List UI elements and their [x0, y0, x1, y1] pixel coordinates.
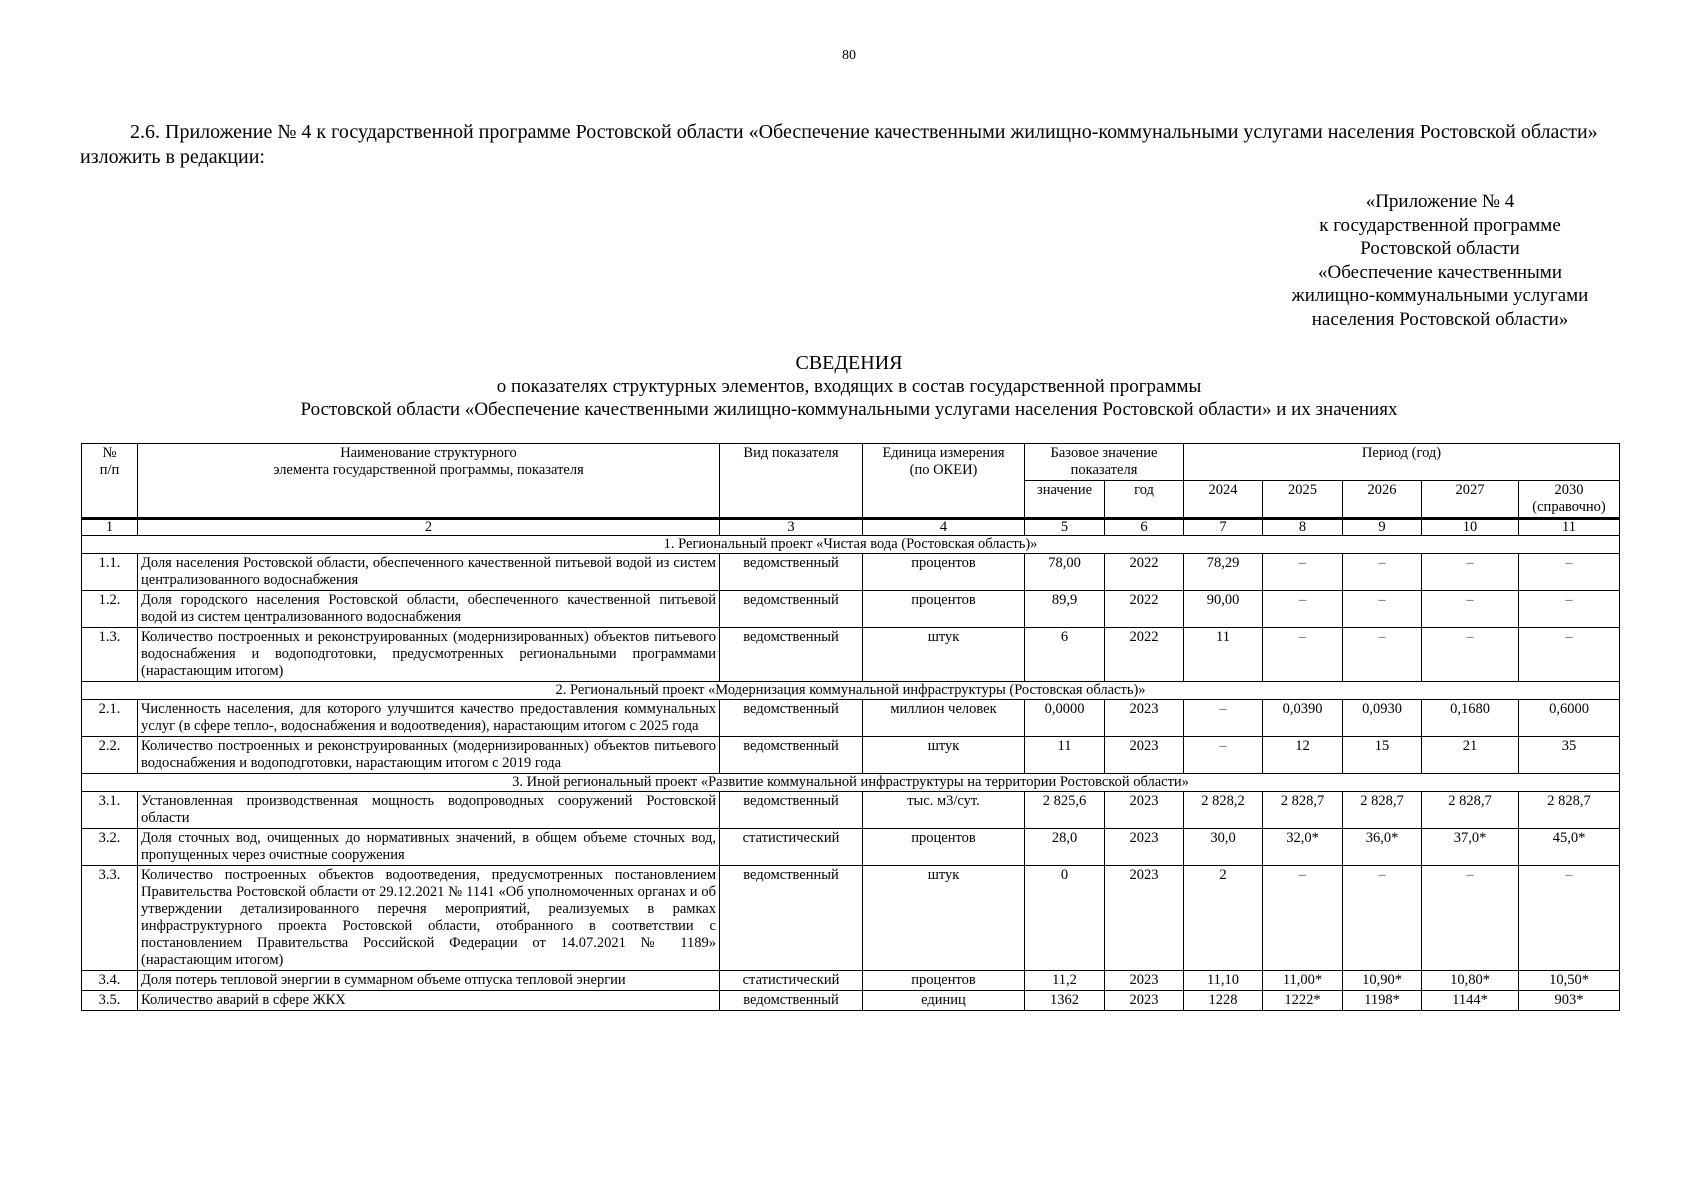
- row-number: 1.2.: [82, 591, 138, 628]
- value-2024: 11,10: [1184, 971, 1263, 991]
- row-number: 3.5.: [82, 991, 138, 1011]
- header-text: п/п: [99, 462, 120, 478]
- header-text: №: [102, 445, 117, 461]
- value-2024: –: [1184, 700, 1263, 737]
- value-2026: 15: [1343, 737, 1422, 774]
- title-line: о показателях структурных элементов, входящих в состав государственной программы: [496, 376, 1202, 397]
- value-2027: 0,1680: [1422, 700, 1519, 737]
- appendix-line: Ростовской области: [1360, 238, 1520, 259]
- base-value: 78,00: [1025, 554, 1105, 591]
- header-text: Наименование структурного: [340, 445, 517, 461]
- value-2027: 1144*: [1422, 991, 1519, 1011]
- value-2025: –: [1263, 554, 1343, 591]
- value-2026: 0,0930: [1343, 700, 1422, 737]
- indicators-table: [81, 443, 1620, 1011]
- appendix-line: к государственной программе: [1319, 214, 1561, 236]
- indicator-name: Количество построенных и реконструированных (модернизированных) объектов питьевого водоснабжения и водоподготовки, нарастающим итогом с 2019 года: [138, 737, 720, 774]
- indicator-kind: ведомственный: [720, 591, 863, 628]
- value-2026: 10,90*: [1343, 971, 1422, 991]
- header-cell: [1025, 444, 1184, 481]
- value-2026: –: [1343, 866, 1422, 971]
- column-number-cell: 1: [82, 519, 138, 536]
- base-year: 2022: [1105, 628, 1184, 682]
- value-2027: –: [1422, 628, 1519, 682]
- intro-paragraph: 2.6. Приложение № 4 к государственной программе Ростовской области «Обеспечение качественными жилищно-коммунальными услугами населения Ростовской области» изложить в редакции:: [80, 121, 1598, 168]
- base-value: 6: [1025, 628, 1105, 682]
- value-2026: 36,0*: [1343, 829, 1422, 866]
- indicator-kind: ведомственный: [720, 991, 863, 1011]
- value-2027: 37,0*: [1422, 829, 1519, 866]
- table-row: [82, 554, 1620, 591]
- row-number: 3.2.: [82, 829, 138, 866]
- value-2024: –: [1184, 737, 1263, 774]
- column-number-cell: 7: [1184, 519, 1263, 536]
- row-number: 3.1.: [82, 792, 138, 829]
- indicator-kind: статистический: [720, 829, 863, 866]
- column-number-cell: 8: [1263, 519, 1343, 536]
- value-2027: –: [1422, 866, 1519, 971]
- value-2025: 1222*: [1263, 991, 1343, 1011]
- value-2030: 45,0*: [1519, 829, 1620, 866]
- header-text: (по ОКЕИ): [909, 462, 978, 478]
- value-2030: 903*: [1519, 991, 1620, 1011]
- indicator-kind: ведомственный: [720, 700, 863, 737]
- indicator-name: Установленная производственная мощность водопроводных сооружений Ростовской области: [138, 792, 720, 829]
- value-2025: –: [1263, 866, 1343, 971]
- base-value: 2 825,6: [1025, 792, 1105, 829]
- value-2024: 90,00: [1184, 591, 1263, 628]
- value-2024: 2 828,2: [1184, 792, 1263, 829]
- value-2027: –: [1422, 591, 1519, 628]
- indicator-kind: статистический: [720, 971, 863, 991]
- value-2030: 0,6000: [1519, 700, 1620, 737]
- table-row: [82, 866, 1620, 971]
- row-number: 1.1.: [82, 554, 138, 591]
- table-row: [82, 737, 1620, 774]
- indicator-kind: ведомственный: [720, 737, 863, 774]
- header-cell: значение: [1025, 481, 1105, 519]
- value-2024: 78,29: [1184, 554, 1263, 591]
- header-text: элемента государственной программы, показателя: [273, 462, 584, 478]
- base-year: 2023: [1105, 737, 1184, 774]
- appendix-reference: [1270, 190, 1610, 331]
- indicator-name: Доля сточных вод, очищенных до нормативных значений, в общем объеме сточных вод, пропущенных через очистные сооружения: [138, 829, 720, 866]
- value-2025: –: [1263, 628, 1343, 682]
- unit: единиц: [863, 991, 1025, 1011]
- header-cell: 2024: [1184, 481, 1263, 519]
- unit: тыс. м3/сут.: [863, 792, 1025, 829]
- base-year: 2023: [1105, 971, 1184, 991]
- value-2030: 2 828,7: [1519, 792, 1620, 829]
- value-2024: 11: [1184, 628, 1263, 682]
- base-value: 11,2: [1025, 971, 1105, 991]
- header-cell: [1184, 444, 1620, 481]
- base-value: 0: [1025, 866, 1105, 971]
- value-2026: –: [1343, 628, 1422, 682]
- unit: процентов: [863, 971, 1025, 991]
- base-year: 2022: [1105, 591, 1184, 628]
- row-number: 3.3.: [82, 866, 138, 971]
- header-text: Вид показателя: [743, 445, 839, 461]
- header-text: Базовое значение: [1050, 445, 1158, 461]
- header-cell: [720, 444, 863, 519]
- unit: процентов: [863, 829, 1025, 866]
- value-2026: 1198*: [1343, 991, 1422, 1011]
- header-cell: [138, 444, 720, 519]
- value-2027: 21: [1422, 737, 1519, 774]
- value-2026: –: [1343, 591, 1422, 628]
- indicator-kind: ведомственный: [720, 554, 863, 591]
- column-number-cell: 4: [863, 519, 1025, 536]
- base-value: 1362: [1025, 991, 1105, 1011]
- row-number: 2.1.: [82, 700, 138, 737]
- unit: штук: [863, 628, 1025, 682]
- value-2026: 2 828,7: [1343, 792, 1422, 829]
- header-cell: [1519, 481, 1620, 519]
- base-year: 2023: [1105, 700, 1184, 737]
- header-cell: год: [1105, 481, 1184, 519]
- base-value: 28,0: [1025, 829, 1105, 866]
- column-number-cell: 10: [1422, 519, 1519, 536]
- table-row: [82, 829, 1620, 866]
- header-text: Период (год): [1361, 445, 1442, 461]
- value-2030: –: [1519, 628, 1620, 682]
- row-number: 1.3.: [82, 628, 138, 682]
- header-cell: [82, 444, 138, 519]
- indicator-name: Доля потерь тепловой энергии в суммарном объеме отпуска тепловой энергии: [138, 971, 720, 991]
- indicator-name: Численность населения, для которого улучшится качество предоставления коммунальных услуг (в сфере тепло-, водоснабжения и водоотведения), нарастающим итогом с 2025 года: [138, 700, 720, 737]
- indicator-kind: ведомственный: [720, 792, 863, 829]
- header-cell: 2026: [1343, 481, 1422, 519]
- base-value: 11: [1025, 737, 1105, 774]
- section-title: 1. Региональный проект «Чистая вода (Ростовская область)»: [82, 536, 1620, 554]
- value-2025: 11,00*: [1263, 971, 1343, 991]
- value-2030: 35: [1519, 737, 1620, 774]
- column-number-cell: 2: [138, 519, 720, 536]
- header-cell: [863, 444, 1025, 519]
- value-2024: 30,0: [1184, 829, 1263, 866]
- appendix-line: населения Ростовской области»: [1311, 308, 1569, 330]
- header-cell: 2025: [1263, 481, 1343, 519]
- indicator-name: Количество аварий в сфере ЖКХ: [138, 991, 720, 1011]
- base-year: 2023: [1105, 991, 1184, 1011]
- base-year: 2022: [1105, 554, 1184, 591]
- section-row: [82, 682, 1620, 700]
- table-header-row: [82, 444, 1620, 481]
- section-title: 2. Региональный проект «Модернизация коммунальной инфраструктуры (Ростовская область)»: [82, 682, 1620, 700]
- value-2030: –: [1519, 866, 1620, 971]
- unit: процентов: [863, 554, 1025, 591]
- column-number-cell: 3: [720, 519, 863, 536]
- value-2030: 10,50*: [1519, 971, 1620, 991]
- unit: процентов: [863, 591, 1025, 628]
- value-2030: –: [1519, 554, 1620, 591]
- title-line: Ростовской области «Обеспечение качественными жилищно-коммунальными услугами населения Ростовской области» и их значениях: [300, 399, 1398, 420]
- indicator-name: Доля населения Ростовской области, обеспеченного качественной питьевой водой из систем централизованного водоснабжения: [138, 554, 720, 591]
- unit: миллион человек: [863, 700, 1025, 737]
- value-2027: –: [1422, 554, 1519, 591]
- title-line: СВЕДЕНИЯ: [795, 352, 903, 374]
- section-row: [82, 774, 1620, 792]
- table-row: [82, 792, 1620, 829]
- appendix-line: «Приложение № 4: [1365, 191, 1515, 212]
- section-row: [82, 536, 1620, 554]
- indicator-name: Доля городского населения Ростовской области, обеспеченного качественной питьевой водой из систем централизованного водоснабжения: [138, 591, 720, 628]
- value-2025: 0,0390: [1263, 700, 1343, 737]
- value-2024: 1228: [1184, 991, 1263, 1011]
- table-row: [82, 700, 1620, 737]
- value-2025: –: [1263, 591, 1343, 628]
- appendix-line: «Обеспечение качественными: [1317, 261, 1562, 283]
- value-2026: –: [1343, 554, 1422, 591]
- base-year: 2023: [1105, 792, 1184, 829]
- value-2027: 2 828,7: [1422, 792, 1519, 829]
- column-number-cell: 9: [1343, 519, 1422, 536]
- value-2030: –: [1519, 591, 1620, 628]
- page-number: 80: [842, 48, 856, 63]
- table-row: [82, 628, 1620, 682]
- value-2025: 12: [1263, 737, 1343, 774]
- row-number: 2.2.: [82, 737, 138, 774]
- section-title: 3. Иной региональный проект «Развитие коммунальной инфраструктуры на территории Ростовской области»: [82, 774, 1620, 792]
- indicator-kind: ведомственный: [720, 866, 863, 971]
- table-row: [82, 971, 1620, 991]
- row-number: 3.4.: [82, 971, 138, 991]
- base-year: 2023: [1105, 829, 1184, 866]
- indicator-name: Количество построенных и реконструированных (модернизированных) объектов питьевого водоснабжения и водоподготовки, предусмотренных региональными программами (нарастающим итогом): [138, 628, 720, 682]
- value-2024: 2: [1184, 866, 1263, 971]
- header-cell: 2027: [1422, 481, 1519, 519]
- appendix-line: жилищно-коммунальными услугами: [1291, 285, 1589, 306]
- header-text: Единица измерения: [882, 445, 1005, 461]
- table-row: [82, 591, 1620, 628]
- indicator-name: Количество построенных объектов водоотведения, предусмотренных постановлением Правительства Ростовской области от 29.12.2021 № 1141 «Об уполномоченных органах и об утверждении детализированного перечня мероприятий, реализуемых в рамках инфраструктурного проекта Ростовской области, отобранного в соответствии с постановлением Правительства Российской Федерации от 14.07.2021 № 1189» (нарастающим итогом): [138, 866, 720, 971]
- value-2025: 2 828,7: [1263, 792, 1343, 829]
- base-value: 0,0000: [1025, 700, 1105, 737]
- unit: штук: [863, 737, 1025, 774]
- unit: штук: [863, 866, 1025, 971]
- header-text: показателя: [1070, 462, 1138, 478]
- header-text: 2030: [1554, 482, 1584, 498]
- value-2025: 32,0*: [1263, 829, 1343, 866]
- value-2027: 10,80*: [1422, 971, 1519, 991]
- base-year: 2023: [1105, 866, 1184, 971]
- base-value: 89,9: [1025, 591, 1105, 628]
- column-number-cell: 6: [1105, 519, 1184, 536]
- indicator-kind: ведомственный: [720, 628, 863, 682]
- table-row: [82, 991, 1620, 1011]
- column-number-cell: 11: [1519, 519, 1620, 536]
- column-number-cell: 5: [1025, 519, 1105, 536]
- document-title: [0, 352, 1698, 421]
- header-text: (справочно): [1532, 499, 1606, 515]
- column-number-row: [82, 519, 1620, 536]
